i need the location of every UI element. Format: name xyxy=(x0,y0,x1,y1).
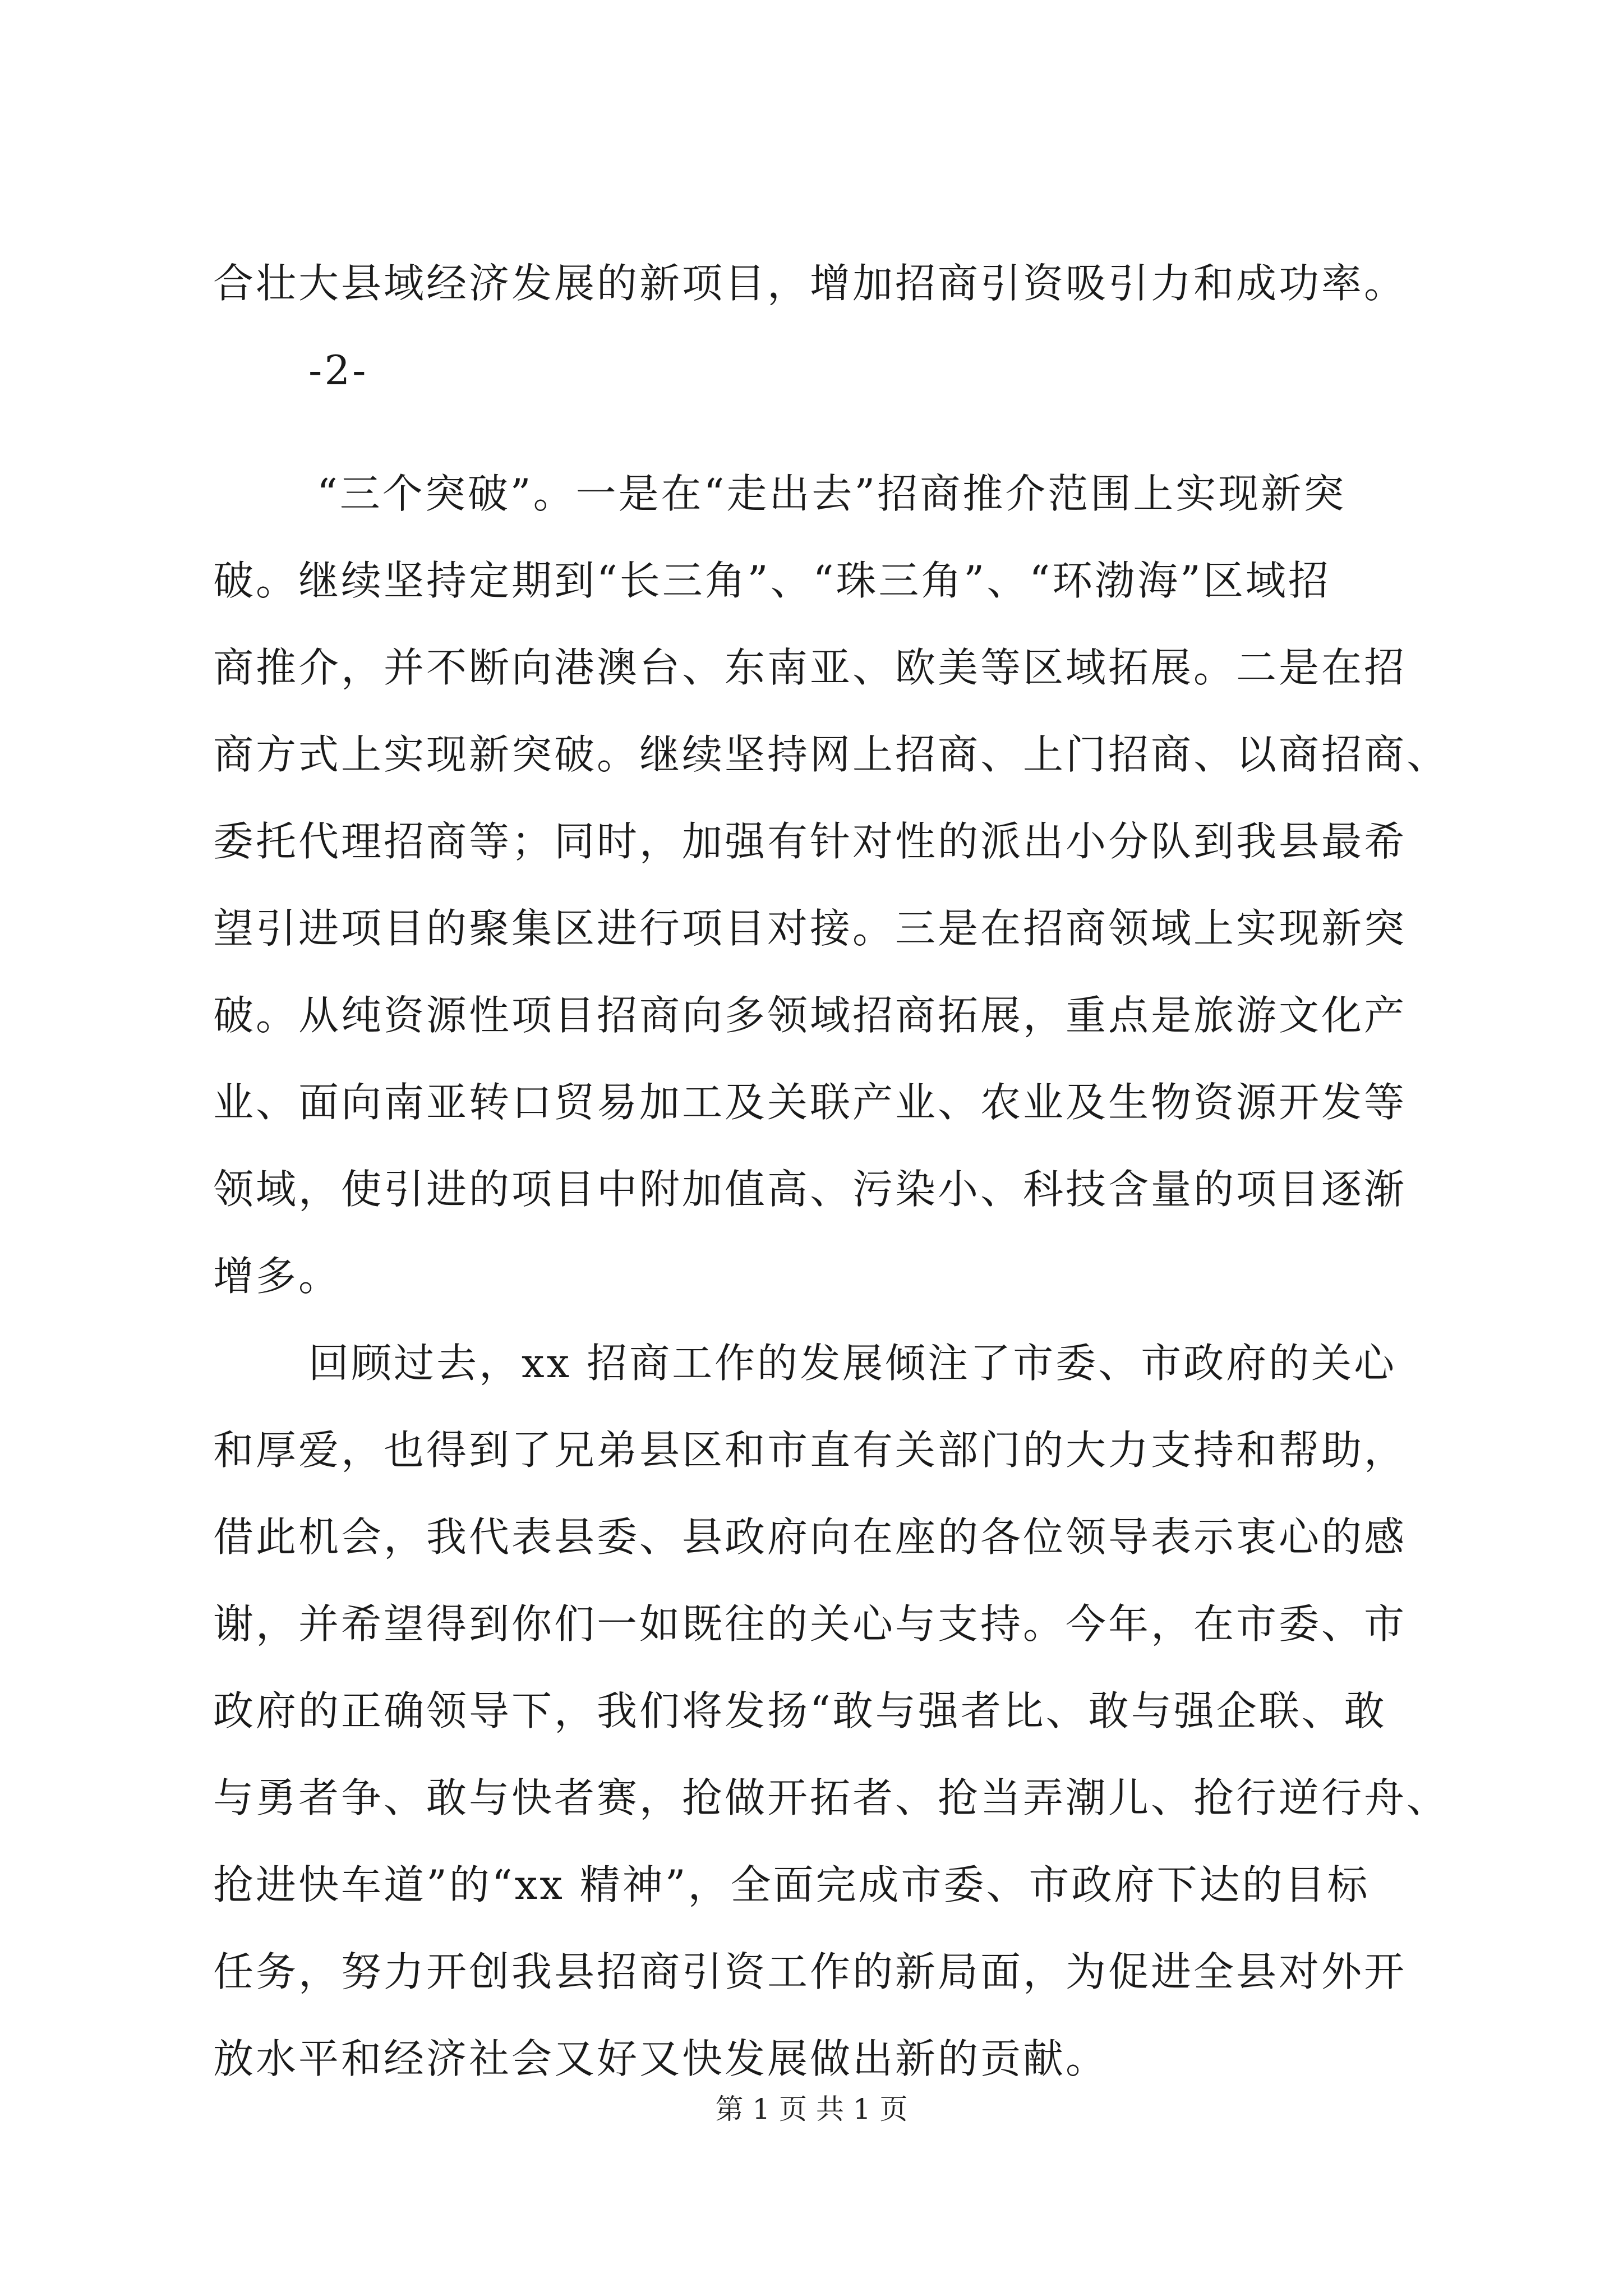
page-marker: -2- xyxy=(308,347,368,394)
text-line: 委托代理招商等；同时，加强有针对性的派出小分队到我县最希 xyxy=(213,818,1407,865)
text-line: 任务，努力开创我县招商引资工作的新局面，为促进全县对外开 xyxy=(213,1948,1407,1995)
text-line: 借此机会，我代表县委、县政府向在座的各位领导表示衷心的感 xyxy=(213,1513,1407,1561)
text-line: 增多。 xyxy=(213,1253,342,1300)
paragraph-start: “三个突破”。一是在“走出去”招商推介范围上实现新突 xyxy=(317,470,1347,517)
text-line: 与勇者争、敢与快者赛，抢做开拓者、抢当弄潮儿、抢行逆行舟、 xyxy=(213,1774,1450,1821)
text-line: 领域，使引进的项目中附加值高、污染小、科技含量的项目逐渐 xyxy=(213,1166,1407,1213)
paragraph-start: 回顾过去，xx 招商工作的发展倾注了市委、市政府的关心 xyxy=(308,1340,1397,1387)
text-line: 商方式上实现新突破。继续坚持网上招商、上门招商、以商招商、 xyxy=(213,731,1450,778)
text-line: 合壮大县域经济发展的新项目，增加招商引资吸引力和成功率。 xyxy=(213,260,1407,307)
text-line: 破。继续坚持定期到“长三角”、“珠三角”、“环渤海”区域招 xyxy=(213,557,1331,604)
text-line: 政府的正确领导下，我们将发扬“敢与强者比、敢与强企联、敢 xyxy=(213,1687,1387,1734)
text-line: 和厚爱，也得到了兄弟县区和市直有关部门的大力支持和帮助， xyxy=(213,1427,1407,1474)
text-line: 放水平和经济社会又好又快发展做出新的贡献。 xyxy=(213,2035,1109,2082)
text-line: 商推介，并不断向港澳台、东南亚、欧美等区域拓展。二是在招 xyxy=(213,644,1407,691)
text-line: 望引进项目的聚集区进行项目对接。三是在招商领域上实现新突 xyxy=(213,905,1407,952)
text-line: 破。从纯资源性项目招商向多领域招商拓展，重点是旅游文化产 xyxy=(213,992,1407,1039)
text-line: 抢进快车道”的“xx 精神”，全面完成市委、市政府下达的目标 xyxy=(213,1861,1370,1908)
page-footer: 第 1 页 共 1 页 xyxy=(715,2093,908,2125)
text-line: 谢，并希望得到你们一如既往的关心与支持。今年，在市委、市 xyxy=(213,1600,1407,1648)
text-line: 业、面向南亚转口贸易加工及关联产业、农业及生物资源开发等 xyxy=(213,1079,1407,1126)
